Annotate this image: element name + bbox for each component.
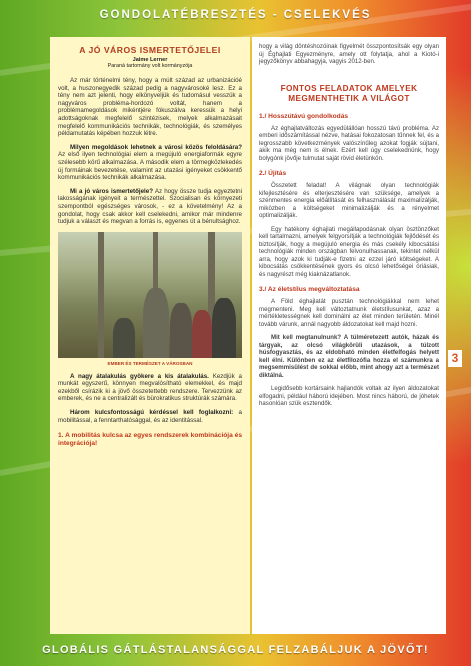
paragraph: Az már történelmi tény, hogy a múlt század az urbanizációé volt, a huszonegyedik század pedig a nagyvárosoké lesz. Ez a tény nem azt jelenti, hogy elkönyveljük és tudomásul vesszük a nagyváros probléma-hordozó voltát, hanem a problémamegoldások mikéntjére fókuszálva keressük a helyi adottságoknak megfelelő szintézisek, melyek alkalmazásait megfelelő kommunikációs technikák, technológiák, és személyes példamutatás képében hozzuk létre. (58, 77, 242, 138)
subsection-heading: 2./ Újítás (259, 170, 287, 177)
forest-photo (58, 232, 242, 358)
paragraph: Az éghajlatváltozás egyedülállóan hosszú távú probléma. Az emberi időszámítással nézve, hatásai fokozatosan tűnnek fel, és a legrosszabb következmények valószínűleg azokat fogják sújtani, akik ma még nem is élnek. Ezért kell úgy cselekednünk, hogy bolygónk jövője tulmutat saját rövid életünkön. (259, 124, 439, 162)
author-affiliation: Paraná tartomány volt kormányzója (107, 63, 193, 69)
section-title: FONTOS FELADATOK AMELYEK MEGMENTHETIK A VILÁGOT (280, 83, 418, 103)
page-footer: GLOBÁLIS GÁTLÁSTALANSÁGGAL FELZABÁLJUK A JÖVŐT! (42, 644, 429, 656)
paragraph: hogy a világ döntéshozóinak figyelmét összpontosítsák egy olyan új Éghajlati Egyezményre, amely ott folytatja, ahol a Kiotó-i jegyzőkönyv abbahagyja, vagyis 2012-ben. (259, 43, 439, 65)
paragraph: Legidősebb kortársaink hajlandók voltak az ilyen áldozatokat elfogadni, például háború idejében. Most nincs háború, de jóhetek hasonlóan szük esztendők. (259, 385, 439, 407)
paragraph: Három kulcsfontosságú kérdéssel kell foglalkozni: a mobilitással, a fenntarthatósággal, és az identitással. (58, 409, 242, 424)
paragraph: Mit kell megtanulnunk? A túlméretezett autók, házak és tárgyak, az olcsó világkörüli utazások, a túlzott húsfogyasztás, és az eldobható minden életfelfogás helyett kell élni. Különben ez az életfilozófia hozza el számunkra a megsemmisülést de sokkal előbb, mint ahogy azt a természet diktálná. (259, 334, 439, 379)
section-heading: 1. A mobilitás kulcsa az egyes rendszerek kombinációja és integrációja! (58, 432, 242, 448)
left-column (50, 37, 250, 634)
page-number: 3 (448, 350, 462, 367)
article-title: A JÓ VÁROS ISMERTETŐJELEI (79, 45, 221, 55)
photo-caption: EMBER ÉS TERMÉSZET A VÁROSBAN (107, 360, 193, 366)
paragraph: Egy hatékony éghajlati megállapodásnak olyan ösztönzőket kell tartalmazni, amelyek felgyorsítják a technológiák fejlődését és biztosítják, hogy a megújuló energia és más csekély kibocsátási technológiák minden országban felvonulhassanak, tekintet nélkül arra, hogy azok ki tudják-e fizetni az ezzel járó költségeket. A kibocsátás csökkentésének gyors és olcsó lehetőségei óriásiak, és nagyrészt még kiaknázatlanok. (259, 225, 439, 278)
article-author: Jaime Lerner (132, 57, 168, 63)
paragraph: A nagy átalakulás gyökere a kis átalakulás. Kezdjük a munkát egyszerű, könnyen megvalósítható elemekkel, és majd ezekből csírázik ki a jövő összetettebb rendszere. Tervezzünk az emberek, és ne a centralizált és bürokratikus struktúrák számára. (58, 372, 242, 403)
right-column (252, 37, 446, 634)
subsection-heading: 1./ Hosszútávú gondolkodás (259, 112, 349, 120)
paragraph: Milyen megoldások lehetnek a városi közös feloldására? Az első ilyen technológiai elem a megújuló energiaformák egyre szélesebb körű alkalmazása. A második elem a törmegközlekedés új formáinak bevezetése, valamint az utazási igényeket csökkentő kommunikációs technikák alkalmazása. (58, 143, 242, 182)
paragraph: Összetett feladat! A világnak olyan technológiák kifejlesztésére és elterjesztésére van szüksége, amelyek a szénmentes energia előállítását és felhasználását maximalizálják, miközben a költségeket minimalizálják és a rényelmet optimalizálják. (259, 182, 439, 219)
page-header: GONDOLATÉBRESZTÉS - CSELEKVÉS (99, 9, 372, 21)
subsection-heading: 3./ Az életstílus megváltoztatása (259, 286, 360, 293)
paragraph: A Föld éghajlatát pusztán technológiákkal nem lehet megmenteni. Meg kell változtatnunk életstílusunkat, azaz a mértékletességnek kell dominálni az élet minden területén. Minél tovább várunk, annál nagyobb áldozatokat kell majd hozni. (259, 298, 439, 328)
paragraph: Mi a jó város ismertetőjele? Az hogy össze tudja egyeztetni lakosságának igényeit a természettel. Szocialisan és környezeti szempontból egészséges városok, - ez a követelmény! Az a gondolat, hogy csak akkor kell cselekedni, amikor már mindenre tudjuk a választ és megvan a forrás is, egyenes út a bénultsághoz. (58, 187, 242, 226)
